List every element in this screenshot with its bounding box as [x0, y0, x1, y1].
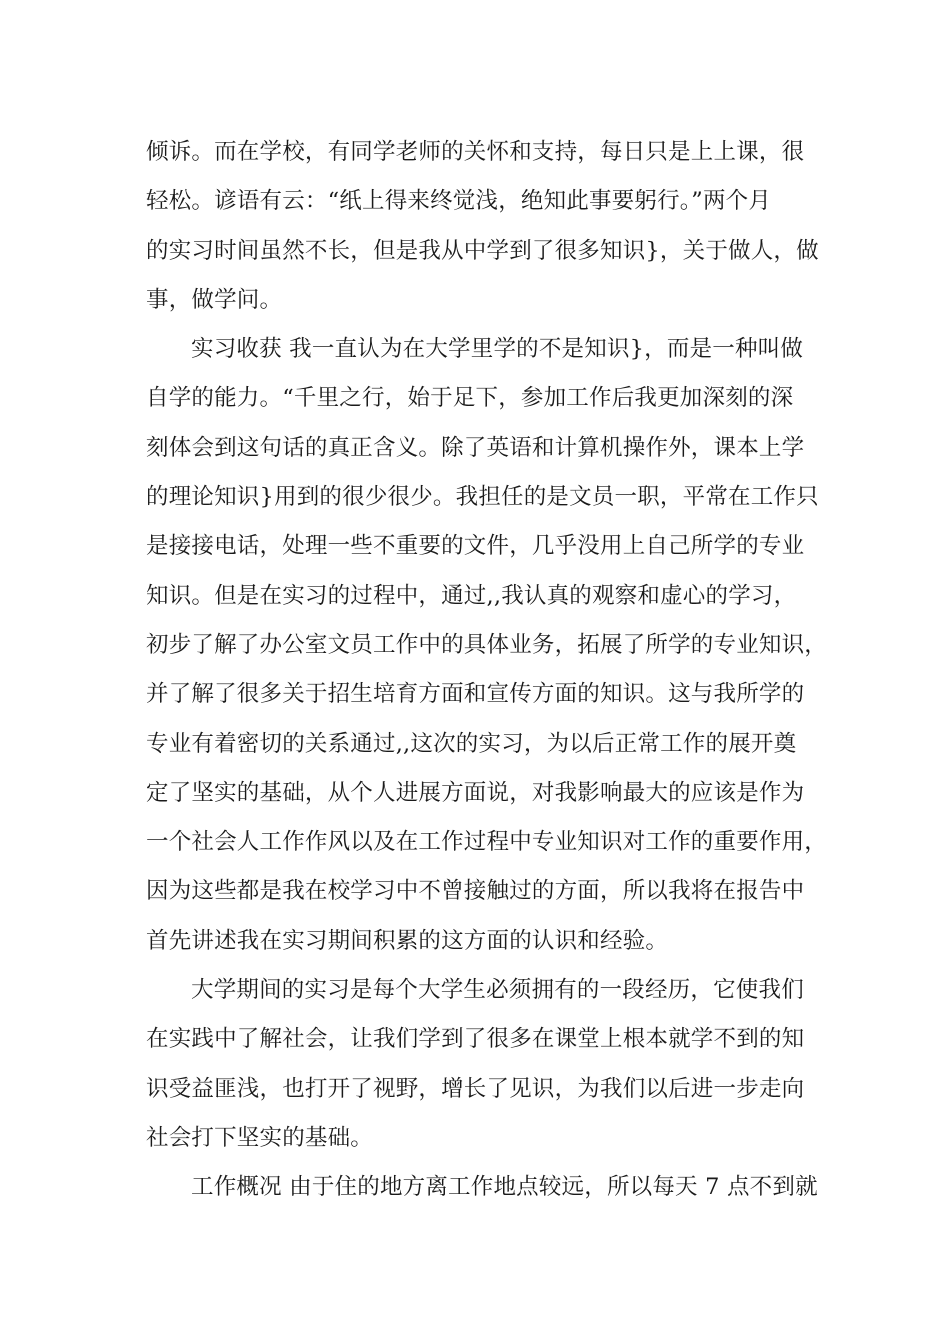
text-line: 并了解了很多关于招生培育方面和宣传方面的知识。这与我所学的 [146, 681, 805, 708]
text-line: 在实践中了解社会，让我们学到了很多在课堂上根本就学不到的知 [146, 1026, 805, 1053]
text-line: 是接接电话，处理一些不重要的文件，几乎没用上自己所学的专业 [146, 533, 805, 560]
paragraph-start-line: 工作概况 由于住的地方离工作地点较远，所以每天 7 点不到就 [191, 1174, 818, 1201]
text-line: 首先讲述我在实习期间积累的这方面的认识和经验。 [146, 927, 669, 954]
text-line: 自学的能力。“千里之行，始于足下，参加工作后我更加深刻的深 [146, 385, 794, 412]
text-line: 事，做学问。 [146, 286, 283, 313]
text-line: 的理论知识}用到的很少很少。我担任的是文员一职，平常在工作只 [146, 484, 819, 511]
text-line: 轻松。谚语有云：“纸上得来终觉浅，绝知此事要躬行。”两个月 [146, 188, 772, 215]
text-line: 初步了解了办公室文员工作中的具体业务，拓展了所学的专业知识， [146, 631, 828, 658]
text-line: 刻体会到这句话的真正含义。除了英语和计算机操作外，课本上学 [146, 434, 805, 461]
text-line: 的实习时间虽然不长，但是我从中学到了很多知识}，关于做人，做 [146, 237, 819, 264]
text-line: 因为这些都是我在校学习中不曾接触过的方面，所以我将在报告中 [146, 878, 805, 905]
text-line: 社会打下坚实的基础。 [146, 1124, 374, 1151]
text-line: 一个社会人工作作风以及在工作过程中专业知识对工作的重要作用， [146, 829, 828, 856]
text-line: 定了坚实的基础，从个人进展方面说，对我影响最大的应该是作为 [146, 779, 805, 806]
document-body [146, 128, 828, 1213]
text-line: 倾诉。而在学校，有同学老师的关怀和支持，每日只是上上课，很 [146, 139, 805, 165]
paragraph-start-line: 大学期间的实习是每个大学生必须拥有的一段经历，它使我们 [191, 977, 804, 1004]
paragraph-start-line: 实习收获 我一直认为在大学里学的不是知识}，而是一种叫做 [191, 336, 804, 363]
text-line: 识受益匪浅，也打开了视野，增长了见识，为我们以后进一步走向 [146, 1075, 805, 1102]
text-line: 知识。但是在实习的过程中，通过,,我认真的观察和虚心的学习， [146, 582, 797, 609]
text-line: 专业有着密切的关系通过,,这次的实习，为以后正常工作的展开奠 [146, 730, 797, 757]
